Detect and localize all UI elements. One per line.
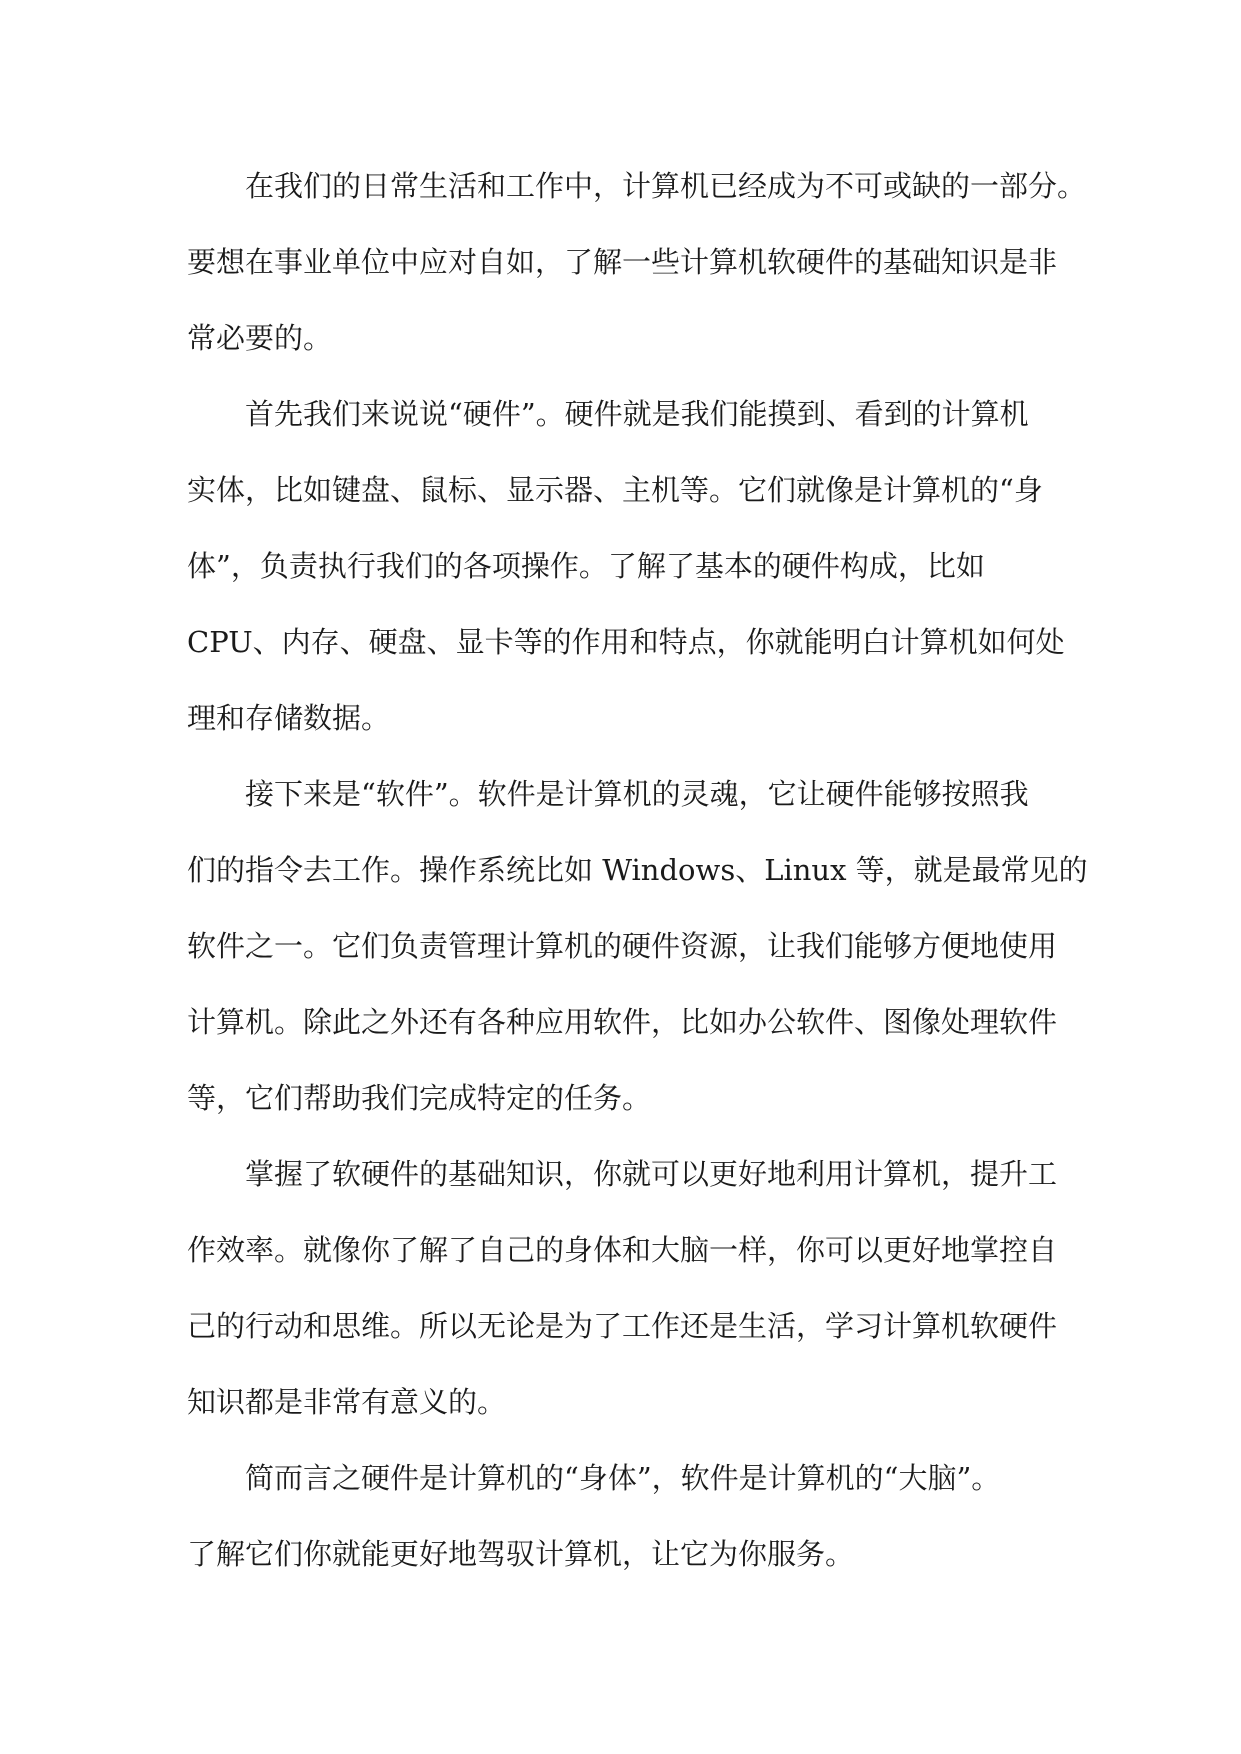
text-line: 接下来是“软件”。软件是计算机的灵魂，它让硬件能够按照我 [245, 777, 1029, 811]
text-line: 计算机。除此之外还有各种应用软件，比如办公软件、图像处理软件 [187, 1005, 1058, 1039]
text-line: 等，它们帮助我们完成特定的任务。 [187, 1081, 652, 1115]
text-line: 要想在事业单位中应对自如，了解一些计算机软硬件的基础知识是非 [187, 245, 1058, 279]
text-line: 掌握了软硬件的基础知识，你就可以更好地利用计算机，提升工 [245, 1157, 1058, 1191]
text-line: 体”，负责执行我们的各项操作。了解了基本的硬件构成，比如 [187, 549, 985, 583]
text-line: 知识都是非常有意义的。 [187, 1385, 507, 1419]
text-line: 软件之一。它们负责管理计算机的硬件资源，让我们能够方便地使用 [187, 929, 1058, 963]
text-line: 常必要的。 [187, 321, 333, 355]
text-line: 己的行动和思维。所以无论是为了工作还是生活，学习计算机软硬件 [187, 1309, 1058, 1343]
text-line: 理和存储数据。 [187, 701, 391, 735]
text-line: 们的指令去工作。操作系统比如 Windows、Linux 等，就是最常见的 [187, 853, 1088, 887]
text-line: 实体，比如键盘、鼠标、显示器、主机等。它们就像是计算机的“身 [187, 473, 1043, 507]
text-line: 简而言之硬件是计算机的“身体”，软件是计算机的“大脑”。 [245, 1461, 1001, 1495]
text-line: CPU、内存、硬盘、显卡等的作用和特点，你就能明白计算机如何处 [187, 625, 1065, 659]
text-line: 在我们的日常生活和工作中，计算机已经成为不可或缺的一部分。 [245, 169, 1087, 203]
paragraph-intro [187, 148, 1087, 376]
paragraph-hardware [187, 376, 1067, 756]
text-line: 首先我们来说说“硬件”。硬件就是我们能摸到、看到的计算机 [245, 397, 1029, 431]
paragraph-mastery [187, 1136, 1067, 1440]
text-line: 了解它们你就能更好地驾驭计算机，让它为你服务。 [187, 1537, 855, 1571]
text-line: 作效率。就像你了解了自己的身体和大脑一样，你可以更好地掌控自 [187, 1233, 1058, 1267]
document-body [187, 148, 1088, 1592]
paragraph-software [187, 756, 1088, 1136]
paragraph-summary [187, 1440, 1067, 1592]
